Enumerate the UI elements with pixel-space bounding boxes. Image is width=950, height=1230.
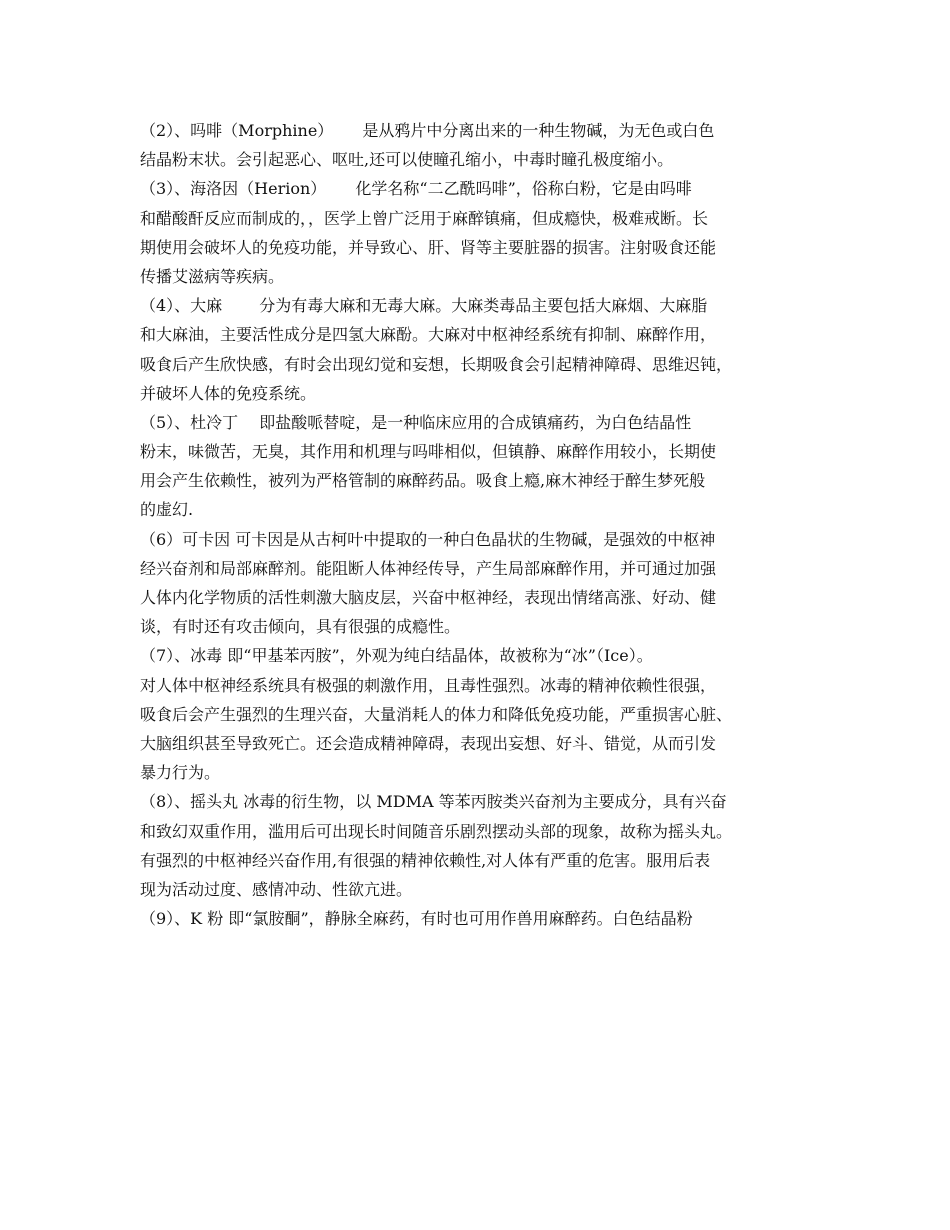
text-line: （6）可卡因 可卡因是从古柯叶中提取的一种白色晶状的生物碱，是强效的中枢神 xyxy=(140,529,716,549)
text-line: 的虚幻. xyxy=(140,500,194,520)
paragraph-morphine xyxy=(140,116,830,174)
text-line: 现为活动过度、感情冲动、性欲亢进。 xyxy=(140,879,413,899)
paragraph-ice xyxy=(140,641,830,787)
text-line: 用会产生依赖性，被列为严格管制的麻醉药品。吸食上瘾,麻木神经于醉生梦死般 xyxy=(140,471,706,491)
text-line: 谈，有时还有攻击倾向，具有很强的成瘾性。 xyxy=(140,617,461,637)
text-line: 对人体中枢神经系统具有极强的刺激作用，且毒性强烈。冰毒的精神依赖性很强， xyxy=(140,675,717,695)
text-line: （4）、大麻 分为有毒大麻和无毒大麻。大麻类毒品主要包括大麻烟、大麻脂 xyxy=(140,296,708,316)
paragraph-cocaine xyxy=(140,525,830,642)
text-line: 经兴奋剂和局部麻醉剂。能阻断人体神经传导，产生局部麻醉作用，并可通过加强 xyxy=(140,558,717,578)
paragraph-pethidine xyxy=(140,408,830,525)
text-line: （7）、冰毒 即“甲基苯丙胺”，外观为纯白结晶体，故被称为“冰”（Ice）。 xyxy=(140,646,653,666)
text-line: （8）、摇头丸 冰毒的衍生物，以 MDMA 等苯丙胺类兴奋剂为主要成分，具有兴奋 xyxy=(140,792,727,812)
paragraph-ecstasy xyxy=(140,787,830,904)
text-line: （2）、吗啡（Morphine） 是从鸦片中分离出来的一种生物碱，为无色或白色 xyxy=(140,121,715,140)
text-line: 人体内化学物质的活性刺激大脑皮层，兴奋中枢神经，表现出情绪高涨、好动、健 xyxy=(140,588,717,607)
text-line: 期使用会破坏人的免疫功能，并导致心、肝、肾等主要脏器的损害。注射吸食还能 xyxy=(140,237,717,257)
text-line: 吸食后产生欣快感，有时会出现幻觉和妄想，长期吸食会引起精神障碍、思维迟钝， xyxy=(140,354,733,374)
text-line: 和大麻油，主要活性成分是四氢大麻酚。大麻对中枢神经系统有抑制、麻醉作用， xyxy=(140,325,717,345)
text-line: 吸食后会产生强烈的生理兴奋，大量消耗人的体力和降低免疫功能，严重损害心脏、 xyxy=(140,704,733,724)
text-line: 并破坏人体的免疫系统。 xyxy=(140,383,317,403)
paragraph-heroin xyxy=(140,174,830,291)
text-line: 结晶粉末状。会引起恶心、呕吐,还可以使瞳孔缩小，中毒时瞳孔极度缩小。 xyxy=(140,150,674,170)
text-line: 传播艾滋病等疾病。 xyxy=(140,266,285,286)
text-line: （5）、杜冷丁 即盐酸哌替啶，是一种临床应用的合成镇痛药，为白色结晶性 xyxy=(140,412,692,432)
text-line: （3）、海洛因（Herion） 化学名称“二乙酰吗啡”，俗称白粉，它是由吗啡 xyxy=(140,179,692,199)
text-line: 暴力行为。 xyxy=(140,763,221,783)
text-line: 有强烈的中枢神经兴奋作用,有很强的精神依赖性,对人体有严重的危害。服用后表 xyxy=(140,850,711,870)
paragraph-cannabis xyxy=(140,291,830,408)
text-line: 和醋酸酐反应而制成的，，医学上曾广泛用于麻醉镇痛，但成瘾快，极难戒断。长 xyxy=(140,208,709,228)
text-line: 和致幻双重作用，滥用后可出现长时间随音乐剧烈摆动头部的现象，故称为摇头丸。 xyxy=(140,821,733,841)
text-line: 粉末，味微苦，无臭，其作用和机理与吗啡相似，但镇静、麻醉作用较小，长期使 xyxy=(140,442,717,462)
paragraph-ketamine xyxy=(140,904,830,933)
text-line: （9）、K 粉 即“氯胺酮”，静脉全麻药，有时也可用作兽用麻醉药。白色结晶粉 xyxy=(140,909,693,929)
text-line: 大脑组织甚至导致死亡。还会造成精神障碍，表现出妄想、好斗、错觉，从而引发 xyxy=(140,733,717,753)
document-body xyxy=(140,116,830,933)
